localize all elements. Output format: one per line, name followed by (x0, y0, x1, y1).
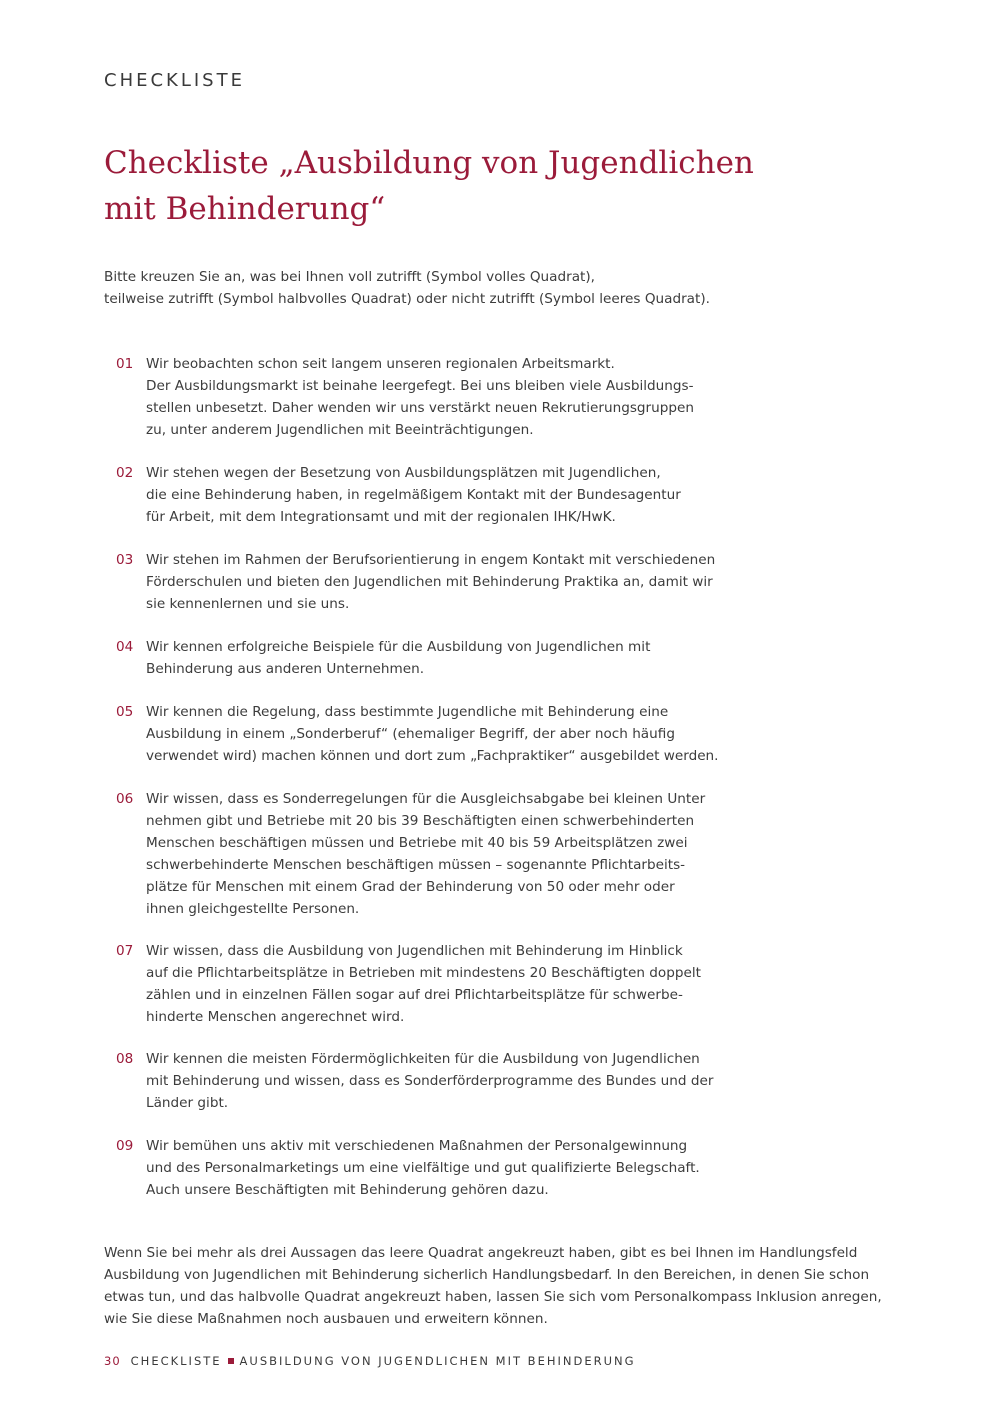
item-text: Wir stehen wegen der Besetzung von Ausbildungsplätzen mit Jugendlichen, die eine Behinderung haben, in regelmäßigem Kontakt mit der Bundesagentur für Arbeit, mit dem Integrationsamt und mit der regionalen IHK/HwK. (146, 465, 681, 525)
closing-paragraph: Wenn Sie bei mehr als drei Aussagen das leere Quadrat angekreuzt haben, gibt es bei Ihnen im Handlungsfeld Ausbildung von Jugendlichen mit Behinderung sicherlich Handlungsbedarf. In den Bereichen, in denen Sie schon etwas tun, und das halbvolle Quadrat angekreuzt haben, lassen Sie sich vom Personalkompass Inklusion anregen, wie Sie diese Maßnahmen noch ausbauen und erweitern können. (104, 1245, 882, 1327)
item-text: Wir stehen im Rahmen der Berufsorientierung in engem Kontakt mit verschiedenen Förderschulen und bieten den Jugendlichen mit Behinderung Praktika an, damit wir sie kennenlernen und sie uns. (146, 552, 716, 612)
square-bullet-icon (228, 1358, 234, 1364)
checklist-item-03 (104, 549, 824, 615)
item-text: Wir kennen erfolgreiche Beispiele für die Ausbildung von Jugendlichen mit Behinderung aus anderen Unternehmen. (146, 639, 651, 677)
item-number: 09 (116, 1138, 134, 1154)
page-footer (104, 1354, 636, 1368)
checklist-item-08 (104, 1048, 824, 1114)
page-title-line-1: Checkliste „Ausbildung von Jugendlichen (104, 145, 754, 181)
checklist-item-02 (104, 462, 824, 528)
checklist-item-09 (104, 1135, 824, 1201)
item-number: 08 (116, 1051, 134, 1067)
item-number: 03 (116, 552, 134, 568)
item-number: 01 (116, 356, 134, 372)
checklist-item-01 (104, 353, 824, 441)
intro-paragraph (104, 266, 884, 310)
page-title (104, 140, 864, 232)
page-title-line-2: mit Behinderung“ (104, 191, 386, 227)
page-number: 30 (104, 1354, 121, 1368)
footer-section: CHECKLISTE (130, 1354, 222, 1368)
item-text: Wir kennen die Regelung, dass bestimmte Jugendliche mit Behinderung eine Ausbildung in einem „Sonderberuf“ (ehemaliger Begriff, der aber noch häufig verwendet wird) machen können und dort zum „Fachpraktiker“ ausgebildet werden. (146, 704, 719, 764)
item-text: Wir wissen, dass es Sonderregelungen für die Ausgleichsabgabe bei kleinen Unter nehmen gibt und Betriebe mit 20 bis 39 Beschäftigten einen schwerbehinderten Menschen beschäftigen müssen und Betriebe mit 40 bis 59 Arbeitsplätzen zwei schwerbehinderte Menschen beschäftigen müssen – sogenannte Pflichtarbeits- plätze für Menschen mit einem Grad der Behinderung von 50 oder mehr oder ihnen gleichgestellte Personen. (146, 791, 706, 917)
checklist-item-06 (104, 788, 824, 920)
item-number: 05 (116, 704, 134, 720)
item-text: Wir wissen, dass die Ausbildung von Jugendlichen mit Behinderung im Hinblick auf die Pflichtarbeitsplätze in Betrieben mit mindestens 20 Beschäftigten doppelt zählen und in einzelnen Fällen sogar auf drei Pflichtarbeitsplätze für schwerbe- hinderte Menschen angerechnet wird. (146, 943, 701, 1025)
checklist-item-07 (104, 940, 824, 1028)
item-text: Wir beobachten schon seit langem unseren regionalen Arbeitsmarkt. Der Ausbildungsmarkt ist beinahe leergefegt. Bei uns bleiben viele Ausbildungs- stellen unbesetzt. Daher wenden wir uns verstärkt neuen Rekrutierungsgruppen zu, unter anderem Jugendlichen mit Beeinträchtigungen. (146, 356, 694, 438)
section-kicker: CHECKLISTE (104, 70, 245, 91)
checklist-item-04 (104, 636, 824, 680)
intro-line-1: Bitte kreuzen Sie an, was bei Ihnen voll zutrifft (Symbol volles Quadrat), (104, 269, 595, 285)
item-text: Wir bemühen uns aktiv mit verschiedenen Maßnahmen der Personalgewinnung und des Personalmarketings um eine vielfältige und gut qualifizierte Belegschaft. Auch unsere Beschäftigten mit Behinderung gehören dazu. (146, 1138, 700, 1198)
footer-topic: AUSBILDUNG VON JUGENDLICHEN MIT BEHINDERUNG (239, 1354, 636, 1368)
item-number: 06 (116, 791, 134, 807)
item-number: 07 (116, 943, 134, 959)
item-text: Wir kennen die meisten Fördermöglichkeiten für die Ausbildung von Jugendlichen mit Behinderung und wissen, dass es Sonderförderprogramme des Bundes und der Länder gibt. (146, 1051, 714, 1111)
item-number: 02 (116, 465, 134, 481)
checklist-item-05 (104, 701, 824, 767)
item-number: 04 (116, 639, 134, 655)
intro-line-2: teilweise zutrifft (Symbol halbvolles Quadrat) oder nicht zutrifft (Symbol leeres Quadrat). (104, 291, 710, 307)
